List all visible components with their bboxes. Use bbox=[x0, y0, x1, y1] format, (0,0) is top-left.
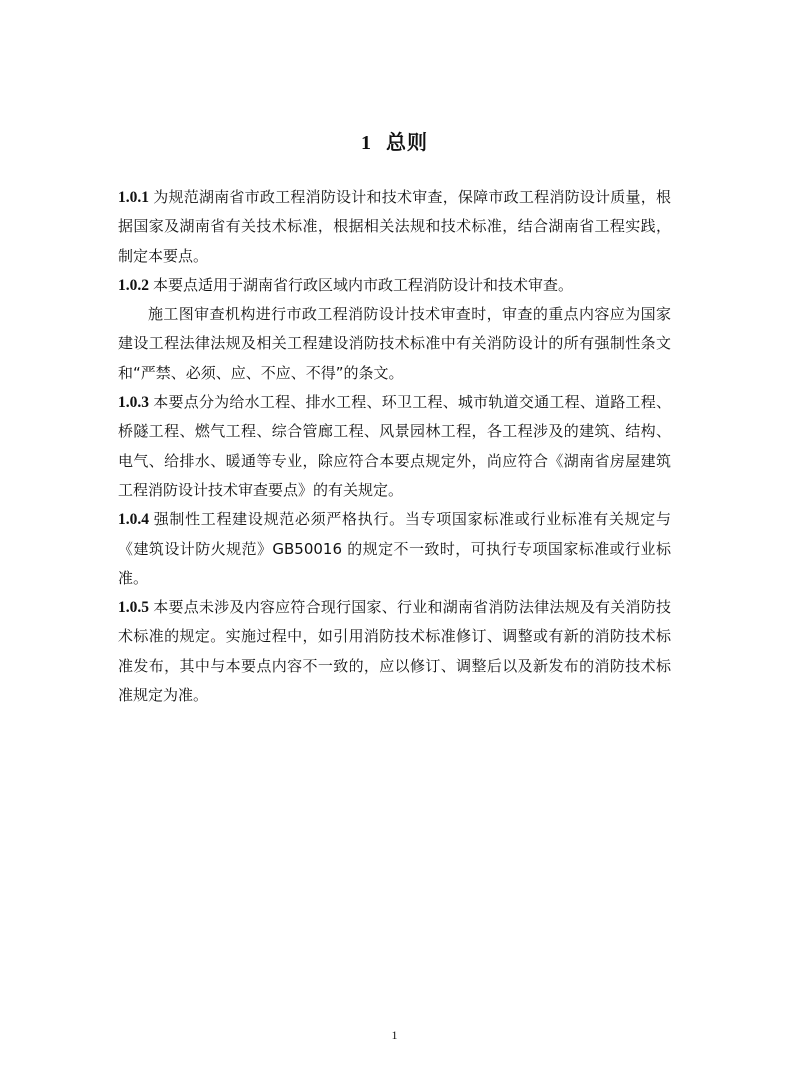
clause-paragraph bbox=[118, 505, 671, 593]
chapter-title: 总则 bbox=[386, 130, 428, 154]
clause-number: 1.0.4 bbox=[118, 511, 149, 529]
chapter-heading bbox=[0, 126, 789, 155]
clause-number: 1.0.3 bbox=[118, 394, 149, 412]
clause-paragraph bbox=[118, 271, 671, 300]
clause-text: 本要点分为给水工程、排水工程、环卫工程、城市轨道交通工程、道路工程、桥隧工程、燃气工程、综合管廊工程、风景园林工程，各工程涉及的建筑、结构、电气、给排水、暖通等专业，除应符合本要点规定外，尚应符合《湖南省房屋建筑工程消防设计技术审查要点》的有关规定。 bbox=[118, 393, 671, 499]
clause-paragraph bbox=[118, 388, 671, 505]
clause-number: 1.0.2 bbox=[118, 276, 149, 294]
clause-number: 1.0.5 bbox=[118, 599, 149, 617]
clause-text: 为规范湖南省市政工程消防设计和技术审查，保障市政工程消防设计质量，根据国家及湖南省有关技术标准，根据相关法规和技术标准，结合湖南省工程实践，制定本要点。 bbox=[118, 188, 671, 265]
clause-number: 1.0.1 bbox=[118, 189, 149, 206]
clause-paragraph bbox=[118, 593, 671, 710]
chapter-body bbox=[118, 183, 671, 710]
page-number: 1 bbox=[391, 1028, 398, 1042]
clause-text: 本要点适用于湖南省行政区域内市政工程消防设计和技术审查。 bbox=[153, 275, 574, 294]
chapter-number: 1 bbox=[361, 132, 372, 154]
page-footer bbox=[0, 1028, 789, 1043]
clause-paragraph bbox=[118, 183, 671, 271]
clause-text: 施工图审查机构进行市政工程消防设计技术审查时，审查的重点内容应为国家建设工程法律法规及相关工程建设消防技术标准中有关消防设计的所有强制性条文和“严禁、必须、应、不应、不得”的条文。 bbox=[118, 305, 671, 382]
continuation-paragraph bbox=[118, 300, 671, 388]
clause-text: 强制性工程建设规范必须严格执行。当专项国家标准或行业标准有关规定与《建筑设计防火规范》GB50016 的规定不一致时，可执行专项国家标准或行业标准。 bbox=[118, 510, 671, 587]
clause-text: 本要点未涉及内容应符合现行国家、行业和湖南省消防法律法规及有关消防技术标准的规定。实施过程中，如引用消防技术标准修订、调整或有新的消防技术标准发布，其中与本要点内容不一致的，应以修订、调整后以及新发布的消防技术标准规定为准。 bbox=[118, 598, 671, 705]
